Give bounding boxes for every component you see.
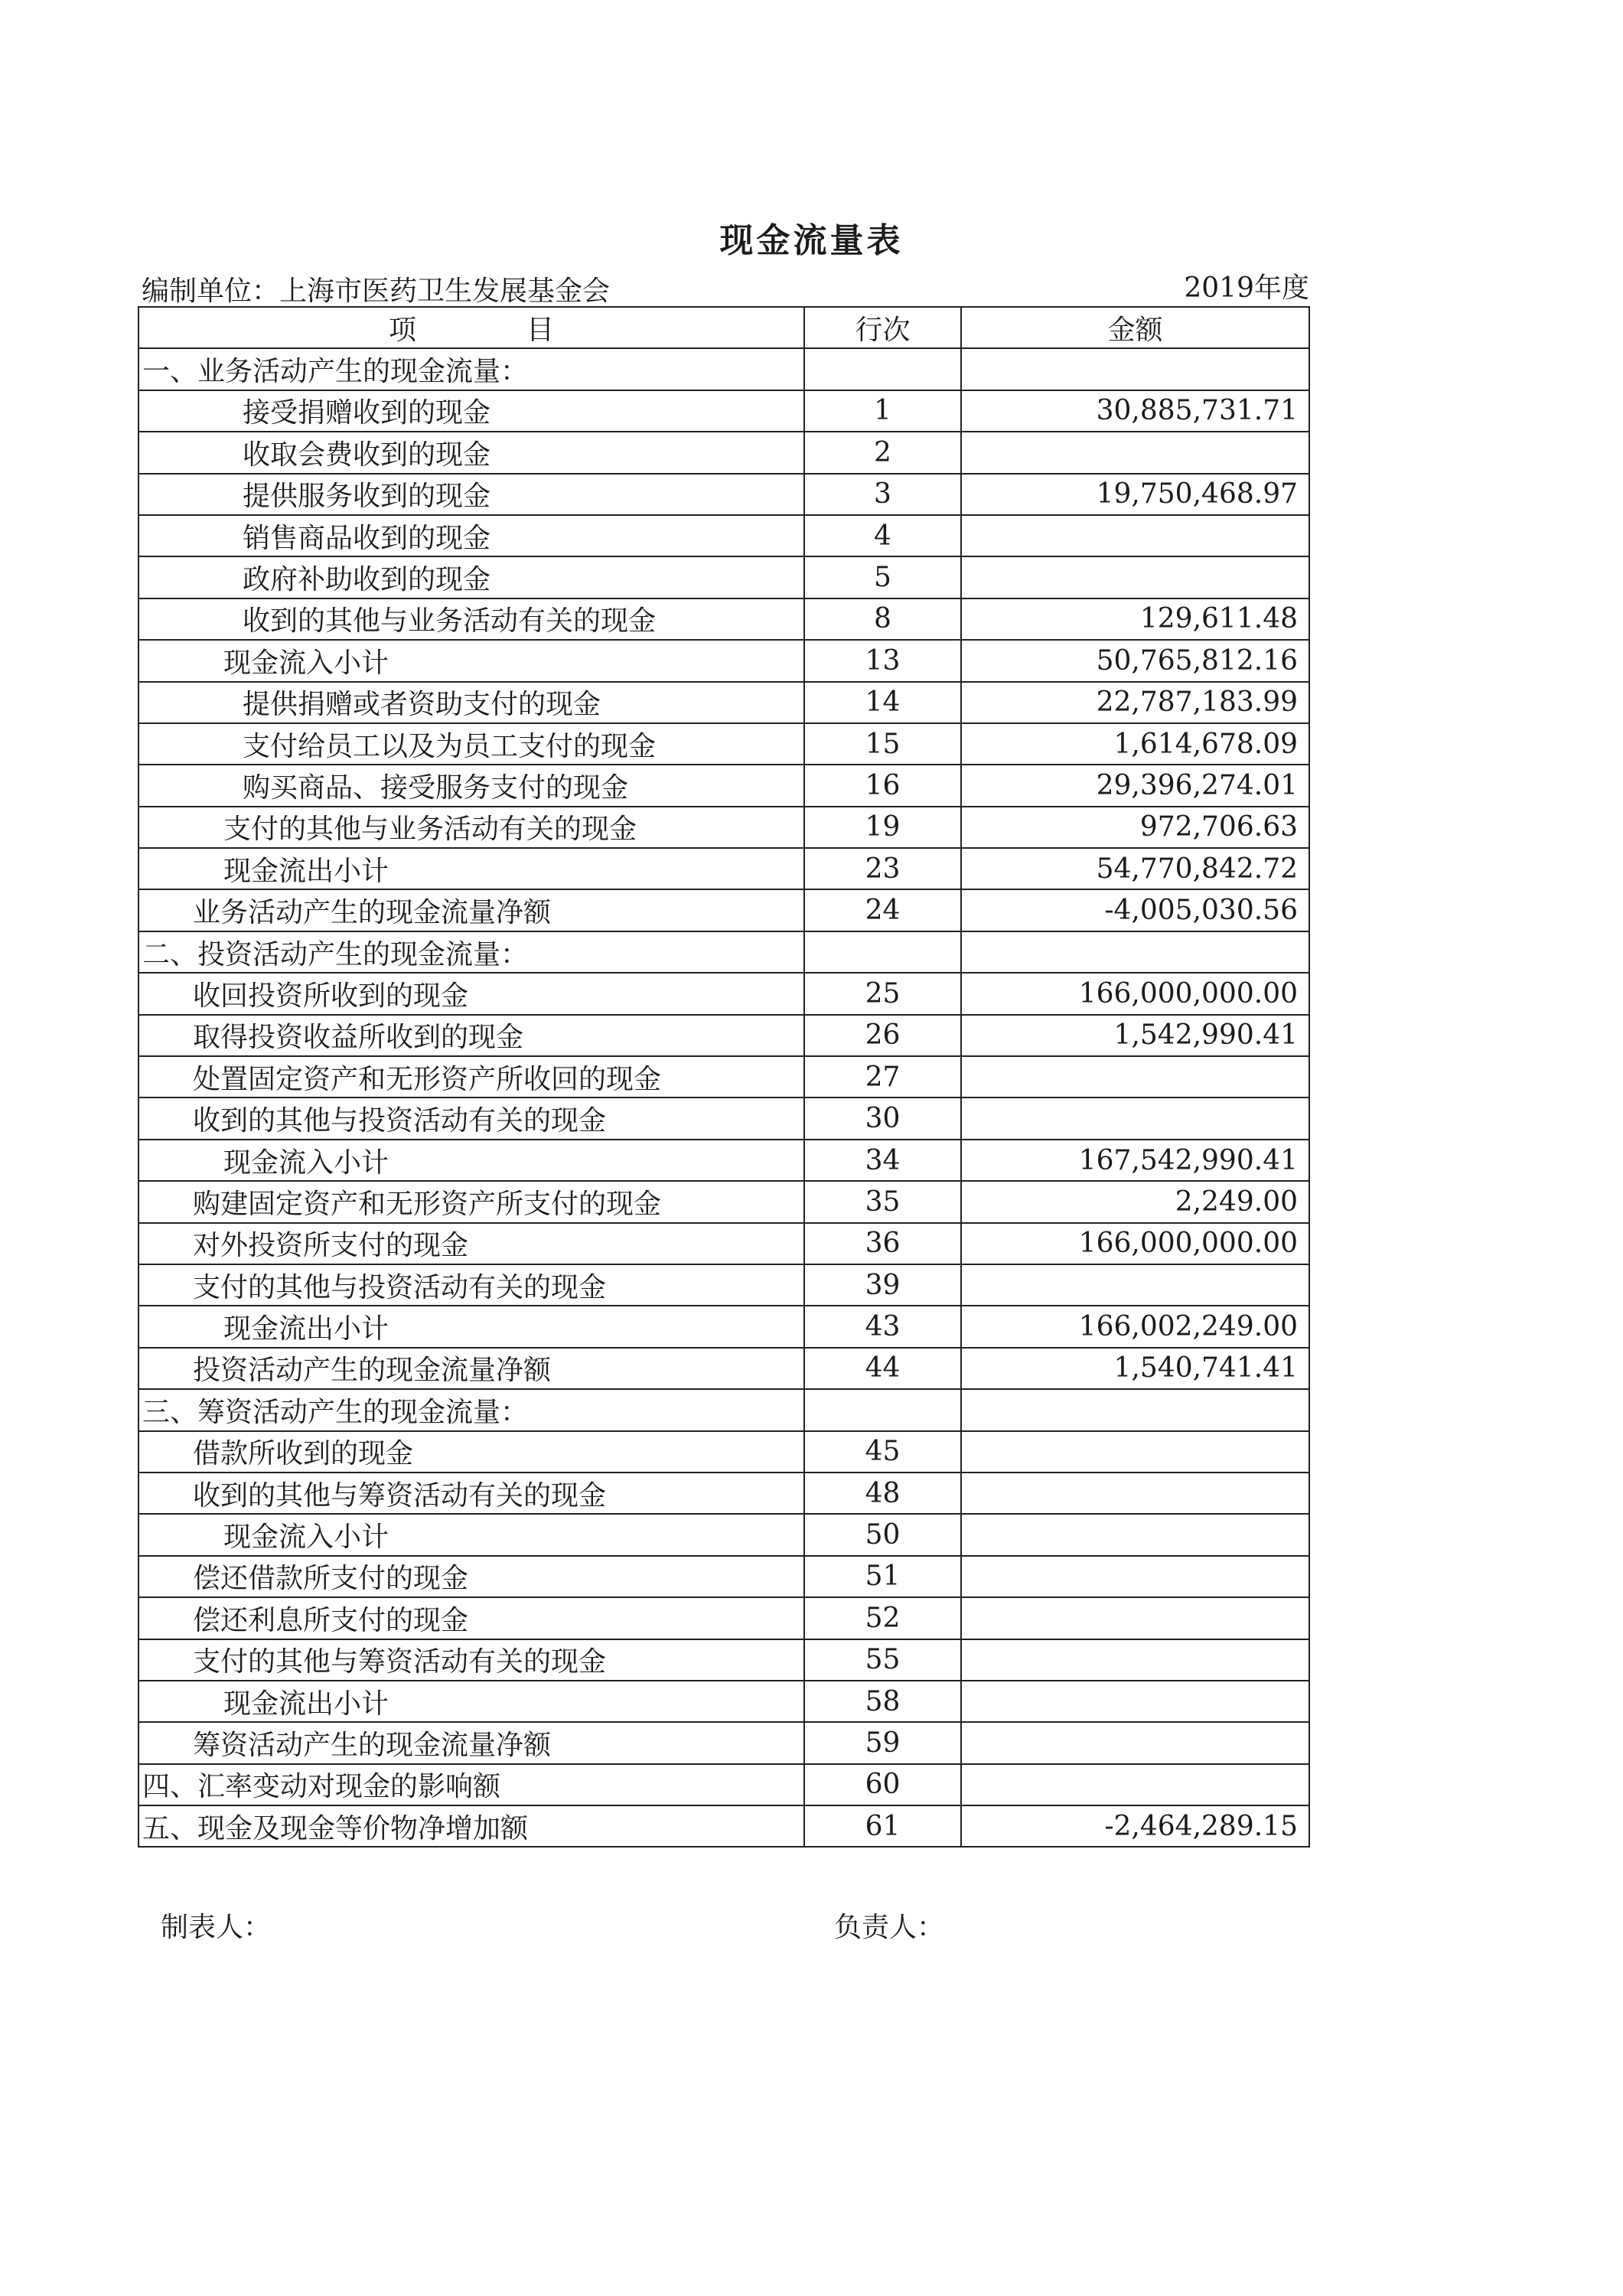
table-row: [139, 973, 1309, 1014]
row-line-number: 15: [804, 723, 961, 765]
row-amount: 29,396,274.01: [961, 765, 1309, 806]
page-title: 现金流量表: [719, 221, 904, 260]
row-line-number: 55: [804, 1639, 961, 1681]
table-row: [139, 1306, 1309, 1347]
row-item: 处置固定资产和无形资产所收回的现金: [139, 1056, 804, 1097]
row-line-number: 25: [804, 973, 961, 1014]
table-row: [139, 515, 1309, 556]
row-item: 支付的其他与筹资活动有关的现金: [139, 1639, 804, 1681]
table-row: [139, 1681, 1309, 1722]
row-line-number: 52: [804, 1597, 961, 1639]
row-line-number: 4: [804, 515, 961, 556]
row-line-number: 23: [804, 848, 961, 889]
row-amount: [961, 1473, 1309, 1514]
row-line-number: 60: [804, 1764, 961, 1805]
row-line-number: 48: [804, 1473, 961, 1514]
row-line-number: 58: [804, 1681, 961, 1722]
row-amount: [961, 1097, 1309, 1139]
row-item: 业务活动产生的现金流量净额: [139, 889, 804, 931]
row-line-number: 27: [804, 1056, 961, 1097]
table-row: [139, 390, 1309, 432]
table-row: [139, 1514, 1309, 1555]
row-line-number: [804, 348, 961, 390]
header-amount: 金额: [961, 307, 1309, 348]
table-row: [139, 1597, 1309, 1639]
table-row: [139, 1722, 1309, 1763]
row-item: 现金流出小计: [139, 848, 804, 889]
row-line-number: 59: [804, 1722, 961, 1763]
table-row: [139, 723, 1309, 765]
table-row: [139, 640, 1309, 681]
row-amount: 1,540,741.41: [961, 1348, 1309, 1389]
responsible-label: 负责人：: [834, 1912, 945, 1943]
table-row: [139, 1015, 1309, 1056]
row-item: 提供服务收到的现金: [139, 474, 804, 515]
table-row: [139, 348, 1309, 390]
row-item: 现金流入小计: [139, 640, 804, 681]
row-item: 支付给员工以及为员工支付的现金: [139, 723, 804, 765]
row-amount: [961, 1431, 1309, 1473]
row-amount: [961, 1764, 1309, 1805]
row-amount: 50,765,812.16: [961, 640, 1309, 681]
row-amount: 19,750,468.97: [961, 474, 1309, 515]
fiscal-year: 2019年度: [1184, 272, 1309, 304]
header-line: 行次: [804, 307, 961, 348]
row-item: 收到的其他与投资活动有关的现金: [139, 1097, 804, 1139]
cash-flow-table: [138, 306, 1310, 1848]
row-amount: [961, 1639, 1309, 1681]
header-item: 项 目: [139, 307, 804, 348]
row-item: 筹资活动产生的现金流量净额: [139, 1722, 804, 1763]
row-amount: 1,542,990.41: [961, 1015, 1309, 1056]
row-line-number: 13: [804, 640, 961, 681]
row-line-number: 61: [804, 1805, 961, 1847]
table-row: [139, 1639, 1309, 1681]
table-header-row: [139, 307, 1309, 348]
row-amount: [961, 1514, 1309, 1555]
row-amount: 166,000,000.00: [961, 973, 1309, 1014]
row-line-number: 35: [804, 1181, 961, 1222]
row-item: 收到的其他与筹资活动有关的现金: [139, 1473, 804, 1514]
row-item: 政府补助收到的现金: [139, 556, 804, 598]
row-line-number: 34: [804, 1140, 961, 1181]
row-amount: [961, 1264, 1309, 1306]
row-item: 对外投资所支付的现金: [139, 1223, 804, 1264]
row-item: 提供捐赠或者资助支付的现金: [139, 682, 804, 723]
row-amount: 166,002,249.00: [961, 1306, 1309, 1347]
row-line-number: 3: [804, 474, 961, 515]
row-item: 取得投资收益所收到的现金: [139, 1015, 804, 1056]
row-item: 现金流出小计: [139, 1681, 804, 1722]
table-row: [139, 765, 1309, 806]
row-item: 借款所收到的现金: [139, 1431, 804, 1473]
row-line-number: 30: [804, 1097, 961, 1139]
table-row: [139, 1805, 1309, 1847]
table-row: [139, 432, 1309, 473]
row-item: 现金流出小计: [139, 1306, 804, 1347]
row-line-number: 16: [804, 765, 961, 806]
table-row: [139, 1223, 1309, 1264]
table-row: [139, 1264, 1309, 1306]
row-item: 购建固定资产和无形资产所支付的现金: [139, 1181, 804, 1222]
compiling-unit: 编制单位：上海市医药卫生发展基金会: [142, 276, 611, 307]
row-amount: 1,614,678.09: [961, 723, 1309, 765]
row-line-number: 5: [804, 556, 961, 598]
row-amount: -2,464,289.15: [961, 1805, 1309, 1847]
row-item: 二、投资活动产生的现金流量：: [139, 931, 804, 973]
row-item: 投资活动产生的现金流量净额: [139, 1348, 804, 1389]
row-amount: [961, 1681, 1309, 1722]
row-amount: 22,787,183.99: [961, 682, 1309, 723]
table-row: [139, 1348, 1309, 1389]
row-item: 销售商品收到的现金: [139, 515, 804, 556]
row-line-number: 51: [804, 1556, 961, 1597]
table-row: [139, 807, 1309, 848]
table-row: [139, 1056, 1309, 1097]
table-row: [139, 1389, 1309, 1430]
row-line-number: 1: [804, 390, 961, 432]
row-line-number: 39: [804, 1264, 961, 1306]
row-amount: -4,005,030.56: [961, 889, 1309, 931]
row-item: 五、现金及现金等价物净增加额: [139, 1805, 804, 1847]
preparer-label: 制表人：: [161, 1912, 272, 1943]
row-amount: [961, 931, 1309, 973]
row-amount: 54,770,842.72: [961, 848, 1309, 889]
row-amount: 30,885,731.71: [961, 390, 1309, 432]
table-row: [139, 1473, 1309, 1514]
row-line-number: 8: [804, 598, 961, 640]
row-amount: 166,000,000.00: [961, 1223, 1309, 1264]
row-amount: [961, 1597, 1309, 1639]
row-line-number: 19: [804, 807, 961, 848]
row-amount: [961, 1056, 1309, 1097]
row-item: 支付的其他与投资活动有关的现金: [139, 1264, 804, 1306]
table-row: [139, 474, 1309, 515]
table-row: [139, 889, 1309, 931]
row-line-number: 14: [804, 682, 961, 723]
row-amount: [961, 556, 1309, 598]
row-item: 三、筹资活动产生的现金流量：: [139, 1389, 804, 1430]
row-item: 购买商品、接受服务支付的现金: [139, 765, 804, 806]
row-amount: 972,706.63: [961, 807, 1309, 848]
row-item: 偿还借款所支付的现金: [139, 1556, 804, 1597]
row-line-number: 24: [804, 889, 961, 931]
row-amount: [961, 1722, 1309, 1763]
row-item: 接受捐赠收到的现金: [139, 390, 804, 432]
row-line-number: 50: [804, 1514, 961, 1555]
row-line-number: [804, 931, 961, 973]
row-amount: 2,249.00: [961, 1181, 1309, 1222]
row-item: 收到的其他与业务活动有关的现金: [139, 598, 804, 640]
row-line-number: 45: [804, 1431, 961, 1473]
table-row: [139, 1181, 1309, 1222]
row-amount: [961, 432, 1309, 473]
table-row: [139, 1764, 1309, 1805]
row-line-number: 36: [804, 1223, 961, 1264]
row-line-number: [804, 1389, 961, 1430]
row-line-number: 2: [804, 432, 961, 473]
row-item: 偿还利息所支付的现金: [139, 1597, 804, 1639]
table-row: [139, 682, 1309, 723]
row-line-number: 43: [804, 1306, 961, 1347]
table-row: [139, 848, 1309, 889]
row-amount: [961, 515, 1309, 556]
table-body: [139, 348, 1309, 1847]
row-amount: [961, 1389, 1309, 1430]
table-row: [139, 931, 1309, 973]
row-item: 现金流入小计: [139, 1514, 804, 1555]
row-item: 收取会费收到的现金: [139, 432, 804, 473]
table-row: [139, 598, 1309, 640]
table-row: [139, 1556, 1309, 1597]
table-row: [139, 1431, 1309, 1473]
row-amount: [961, 348, 1309, 390]
row-item: 支付的其他与业务活动有关的现金: [139, 807, 804, 848]
row-item: 现金流入小计: [139, 1140, 804, 1181]
row-line-number: 26: [804, 1015, 961, 1056]
row-item: 收回投资所收到的现金: [139, 973, 804, 1014]
row-amount: [961, 1556, 1309, 1597]
row-amount: 129,611.48: [961, 598, 1309, 640]
row-line-number: 44: [804, 1348, 961, 1389]
table-row: [139, 1140, 1309, 1181]
row-amount: 167,542,990.41: [961, 1140, 1309, 1181]
table-row: [139, 1097, 1309, 1139]
row-item: 一、业务活动产生的现金流量：: [139, 348, 804, 390]
table-row: [139, 556, 1309, 598]
row-item: 四、汇率变动对现金的影响额: [139, 1764, 804, 1805]
